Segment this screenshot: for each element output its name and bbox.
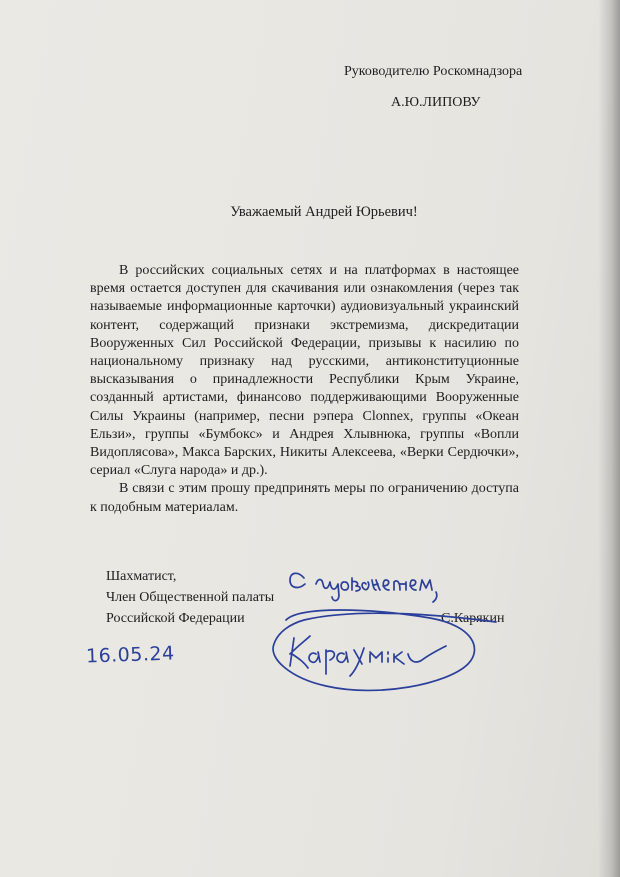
regards-stroke-word (316, 578, 432, 601)
letter-body (90, 262, 519, 517)
signer-role-line-2: Член Общественной палаты (106, 590, 275, 605)
addressee-name: А.Ю.ЛИПОВУ (391, 95, 481, 110)
body-paragraph-1: В российских социальных сетях и на платформах в настоящее время остается доступен для скачивания или ознакомления (через так называемые информационные карточки) аудиовизуальный украинский контент, содержащий признаки экстремизма, дискредитации Вооруженных Сил Российской Федерации, призывы к насилию по национальному признаку над русскими, антиконституционные высказывания о принадлежности Республики Крым Украине, созданный артистами, финансово поддерживающими Вооруженные Силы Украины (например, песни рэпера Clonnex, группы «Океан Ельзи», группы «Бумбокс» и Андрея Хлывнюка, группы «Вопли Видоплясова», Макса Барских, Никиты Алексеева, «Верки Сердючки», сериал «Слуга народа» и др.). (90, 263, 519, 479)
signer-name: С.Карякин (441, 611, 505, 626)
addressee-role: Руководителю Роскомнадзора (344, 64, 523, 79)
handwritten-date: 16.05.24 (85, 642, 175, 668)
signer-role-line-1: Шахматист, (106, 569, 177, 584)
body-paragraph-2: В связи с этим прошу предпринять меры по ограничению доступа к подобным материалам. (90, 481, 519, 515)
regards-comma (433, 592, 437, 602)
salutation: Уважаемый Андрей Юрьевич! (230, 204, 418, 220)
regards-stroke-c (290, 573, 305, 587)
handwritten-signature (260, 562, 520, 732)
signature-letters (290, 636, 446, 676)
signer-role-line-3: Российской Федерации (106, 611, 245, 626)
signature-oval (273, 610, 496, 690)
